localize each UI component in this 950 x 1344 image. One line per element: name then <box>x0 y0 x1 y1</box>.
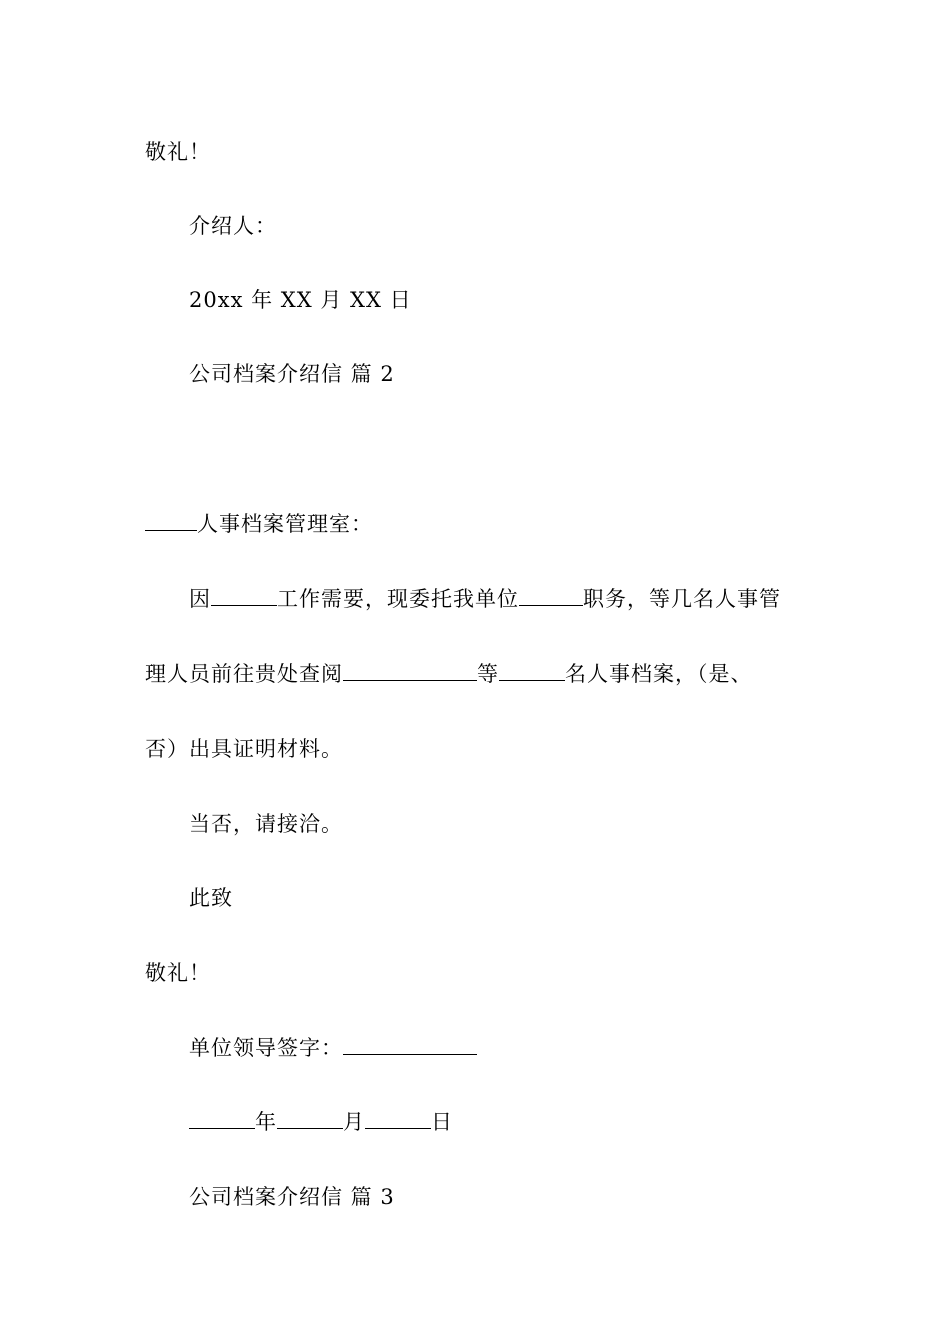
blank-field <box>519 587 583 606</box>
body-text: 等 <box>477 662 499 686</box>
body-text: 职务，等几名人事管 <box>583 587 781 611</box>
body-text: 因 <box>189 587 211 611</box>
signature-label: 单位领导签字： <box>189 1036 343 1060</box>
body-line-1 <box>189 587 781 611</box>
closing-salute: 敬礼！ <box>145 140 211 164</box>
body-line-3: 否）出具证明材料。 <box>145 737 343 761</box>
blank-field <box>145 512 197 531</box>
closing-salute-2: 敬礼！ <box>145 961 211 985</box>
blank-field <box>277 1110 343 1129</box>
blank-field <box>343 1036 477 1055</box>
blank-field <box>365 1110 431 1129</box>
body-line-2 <box>145 662 753 686</box>
blank-field <box>211 587 277 606</box>
blank-field <box>343 662 477 681</box>
year-label: 年 <box>255 1110 277 1134</box>
section-heading-3: 公司档案介绍信 篇 3 <box>189 1185 395 1209</box>
month-label: 月 <box>343 1110 365 1134</box>
signature-line <box>189 1036 477 1060</box>
blank-field <box>189 1110 255 1129</box>
introducer-label: 介绍人： <box>189 214 277 238</box>
cizhi-line: 此致 <box>189 886 233 910</box>
body-text: 工作需要，现委托我单位 <box>277 587 519 611</box>
request-line: 当否，请接洽。 <box>189 812 343 836</box>
body-text: 名人事档案，（是、 <box>565 662 753 686</box>
blank-field <box>499 662 565 681</box>
body-text: 理人员前往贵处查阅 <box>145 662 343 686</box>
addressee-text: 人事档案管理室： <box>197 512 373 536</box>
date-line: 20xx 年 XX 月 XX 日 <box>189 288 412 312</box>
section-heading-2: 公司档案介绍信 篇 2 <box>189 362 395 386</box>
blank-date-line <box>189 1110 453 1134</box>
day-label: 日 <box>431 1110 453 1134</box>
addressee-line <box>145 512 373 536</box>
